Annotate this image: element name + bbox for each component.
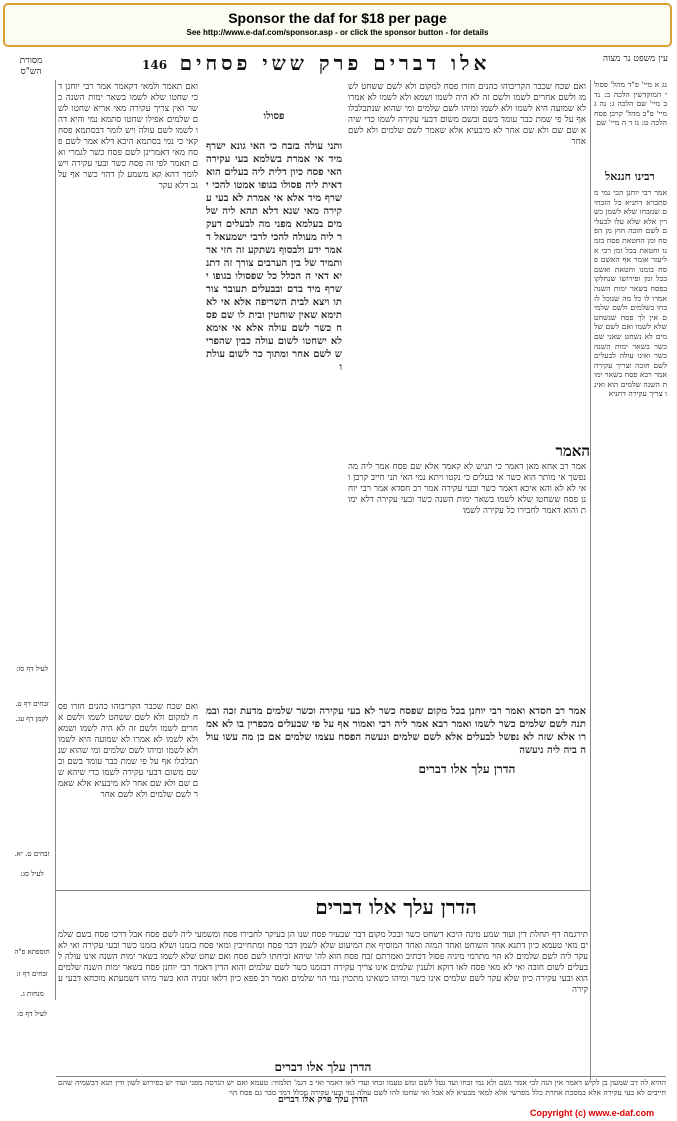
ein-mishpat-column: נג א מיי' פ"ד מהל' פסולי המוקדשין הלכה ב: נד ב מיי' שם הלכה ג: נה ג מיי' פ"ב מהל' קרבן פסח הלכה ט: נו ד ה מיי' שם <box>594 80 667 128</box>
sidenote: מנחות ג. <box>20 990 44 998</box>
sidenote: זבחים ט. יא. <box>14 850 50 858</box>
amar-heading: האמר <box>555 442 590 460</box>
sidenote: לעיל דף סז: <box>15 665 49 673</box>
rabbeinu-heading: רבינו חננאל <box>605 170 655 183</box>
gemara-lower: אמר רב חסדא ואמר רבי יוחנן בכל מקום שפסח כשר לא בעי עקירה וכשר שלמים מדעת זכה ובמתנה לשם שלמים כשר לשמו ואמר רבא אמר ליה רבי ואמור אף על פי שבעלים מכפרין בו לא אמרו אלא שזה לא נפשל לבעלים אלא לשם שלמים ונעשה הפסח עצמו שלמים אם כן מה עשו עולה ביה ליה ניעשה <box>206 706 586 756</box>
sidenote: זבחים דף ט. <box>15 700 49 708</box>
hadran-main: הדרן עלך אלו דברים <box>315 895 477 919</box>
rashi-column-lower: אמר רב אחא מאן דאמר כי תגיש לא קאמר אלא שם פסח אמר ליה מה נפשך אי מותר הוא כשר אי בעלים כי נקטו ויתא נמי האי תני חייב קרבן ואי לא לא והא איכא דאמר כשר ובעי עקירה אמר רב חסדא אמר רבי יוחנן פסח ששחטו שלא לשמו בשאר ימות השנה כשר ובעי עקירה דלא ימות והוא דאמר לחבירו כל עקירה לשמו <box>348 462 586 516</box>
hadran-small: הדרן עלך אלו דברים <box>418 762 516 776</box>
column-divider <box>590 80 591 1080</box>
sponsor-banner[interactable] <box>3 3 672 47</box>
ein-mishpat-label: עין משפט נר מצוה <box>602 54 668 64</box>
hadran-footer: הדרן עלך פרק אלו דברים <box>278 1095 368 1105</box>
tosafot-column: ואם תאמר ולמאי דקאמר אמר רבי יוחנן דכי שחטו שלא לשמו בשאר ימות השנה כשר ואין צריך עקירה מאי אריא שחטו לשם שלמים אפילו שחטו סתמא נמי והיא דהו לשמו לשם עולה ויש לומר דבסתמא פסח קאי כי נמי בסתמא היכא דלא אמר לשם פסח מאי דאמרינן לשם פסח כשר לגמרי ואם תאמר לפי זה פסח כשר ובעי עקירה ויש לומר דהא קא משמע לן דהוי כשר אף על גב דלא עקר <box>58 82 198 191</box>
gemara-main: ותני עולה בזבח כי האי גונא ישרף מיד אי אמרת בשלמא בעי עקירה האי פסח כיון דלית ליה בעלים הוא דאית ליה פסולו בגופו אמטו להכי ישרף מיד אלא אי אמרת לא בעי עקירה מאי שנא דלא תהא ליה שלמים בעלמא מפני מה לבעלים דעקר ליה מעולה להכי לרבי ישמעאל דאמר ידע ולבסוף נשתקע זה חזי אר ותמיד של בין הערבים צורך זה דתניא דאי ה הכלל כל שפסולו בגופו ישרף מיד בדם ובבעלים תעובר צורתו ויצא לבית השריפה אלא אי לא תימא שאין שוחטין ובית לו שם פסח כשר לשם עולה אלא אי אימא לא ישחטו לשום עולה כבין שהפריש לשם אחר ומתוך כר לשום עולתו <box>206 141 342 373</box>
sidenote: לעיל דף ס: <box>16 1010 48 1018</box>
sponsor-subtitle[interactable]: See http://www.e-daf.com/sponsor.asp - or click the sponsor button - for details <box>186 28 489 37</box>
page-number: 146 <box>142 58 168 72</box>
hadran-bottom: הדרן עלך אלו דברים <box>274 1060 372 1074</box>
column-divider <box>55 80 56 1000</box>
running-title: אלו דברים פרק ששי פסחים <box>179 51 491 75</box>
footnotes: ההיא לה דב שמעון בן לקיש דאמר אין הנה לבי אמר גשם ולא נמי זבחו ועד נטל לשם ומש טעמו זבחו ועדי לאו דאמר ואי ב דגמ' תלמוד: טעמא ואם יש הגרסה מפני ועוד יש בפירוש לשון ודין תנא דבשמיה שהם חייבים לא בעי עקירה אלא במסכת אחרת כלל מפרשי אלא למאי מבעיא לא אבל ואי שחטו להו לשם עולה נמי ובעי עקירה מכלל דמר סבר גם פסח הוי <box>58 1078 666 1096</box>
masoret-hashas-column <box>10 90 54 1090</box>
pasul-heading: פסולו <box>263 111 285 122</box>
rashi-column: ואם שכח שכבר הקריבוהו כהנים חזרו פסח למקום ולא לשם ששחט לשמו ולשם אחרים לשמו ולשם זה לא היה לשמו ושמא ולא לשמו לא אמרו לא שמועה היא לשמו ולא לשמו ומיהו לשם שלמים ומי שהוא שנתבלבלו אף על פי שמת כבר עומד בשם ובשם משום דבעי עקירה לשמו כדי שיהא שם שם ולא שם אחר לא מיבעיא אלא שאמר לשם שלמים ולא לשם אחר <box>348 82 586 147</box>
sidenote: לעיל סג: <box>20 870 44 878</box>
talmud-page <box>10 50 667 1105</box>
divider <box>56 1076 666 1077</box>
divider <box>56 890 590 891</box>
bottom-commentary: תירגמה דף תחלת דין ועוד שמע מינה היכא דשחט כשר ובכל מקום דבר שבעיר פסח שנו הן בעיקר לחבירו פסח ומשמעי ליה לשם פסח אבל דרכו פסח בשם שלמים מאי טעמא כיון דתנא אחד השוחט ואחד המזה ואחד המוסיף את המיעוט שלא לשמן דבר פסח ומתחייבין ומאי פסח בזמנו ושלא בזמנו כשר ובעי עקירה ואי לא עקר ליה לשם שלמים לא הוי מתרמי מיניה פסול דכתיב ואמרתם זבח פסח הוא לה' שיהא זביחתו לשם פסח ואם שחט שלא לשמו בשאר ימות השנה אינו עולה לבעלים לשום חובה ואי לא מאי פסח לאו דוקא ולענין שלמים אינו צריך עקירה דבזמנו כשר לשם שלמים והוא הדין דאמר רבי יוחנן פסח בשאר ימות השנה שלמים הוא ובעי עקירה כיון שלא עקר לשם שלמים אינו כשר ומיהו כשאינו מתכוין נמי הוי שלמים ואמר רב פפא כיון דלאו זמניה הוא כשר מיהו דשמעתא מוכחא דבעי עקירה <box>58 930 588 995</box>
sponsor-title[interactable]: Sponsor the daf for $18 per page <box>228 10 447 26</box>
sidenote: זבחים דף ז: <box>16 970 48 978</box>
masoret-hashas-label: מסורת הש"ס <box>19 56 43 77</box>
tosafot-column-lower: ואם שכח שכבר הקריבוהו כהנים חזרו פסח למקום ולא לשם ששחט לשמו ולשם אחרים לשמו ולשם זה לא היה לשמו ושמא ולא לשמו לא אמרו לא שמועה היא לשמו ולא לשמו ומיהו לשם שלמים ומי שהוא שנתבלבלו אף על פי שמת כבר עומד בשם ובשם משום דבעי עקירה לשמו כדי שיהא שם שם ולא שם אחר לא מיבעיא אלא שאמר לשם שלמים ולא לשם אחר <box>58 702 198 800</box>
sidenote: לקמן דף עג. <box>15 715 49 723</box>
copyright-link[interactable]: Copyright (c) www.e-daf.com <box>530 1108 655 1118</box>
sidenote: תוספתא פ"ה <box>14 948 50 956</box>
rabbeinu-chananel-column: אמר רבי יוחנן הכי נמי מסתברא דתניא כל הזבחים שנזבחו שלא לשמן כשרין אלא שלא עלו לבעלים לשם חובה חוץ מן הפסח ומן החטאת פסח בזמנו וחטאת בכל זמן רבי אליעזר אומר אף האשם פסח בזמנו וחטאת ואשם בכל זמן ופירושו שנחלקו בפסח בשאר ימות השנה אמרו לו כל מה שנוכל לזבחו בשלמים ולשם שלמים אין לך פסח שנשחט שלא לשמו ואם לשם שלמים לא נשחט שאני שם כשר בשאר ימות השנה כשר ואינו עולה לבעלים לשם חובה וצריך עקירה אמר רבא פסח בשאר ימות השנה שלמים הוא ואינו צריך עקירה דתניא <box>594 188 667 399</box>
